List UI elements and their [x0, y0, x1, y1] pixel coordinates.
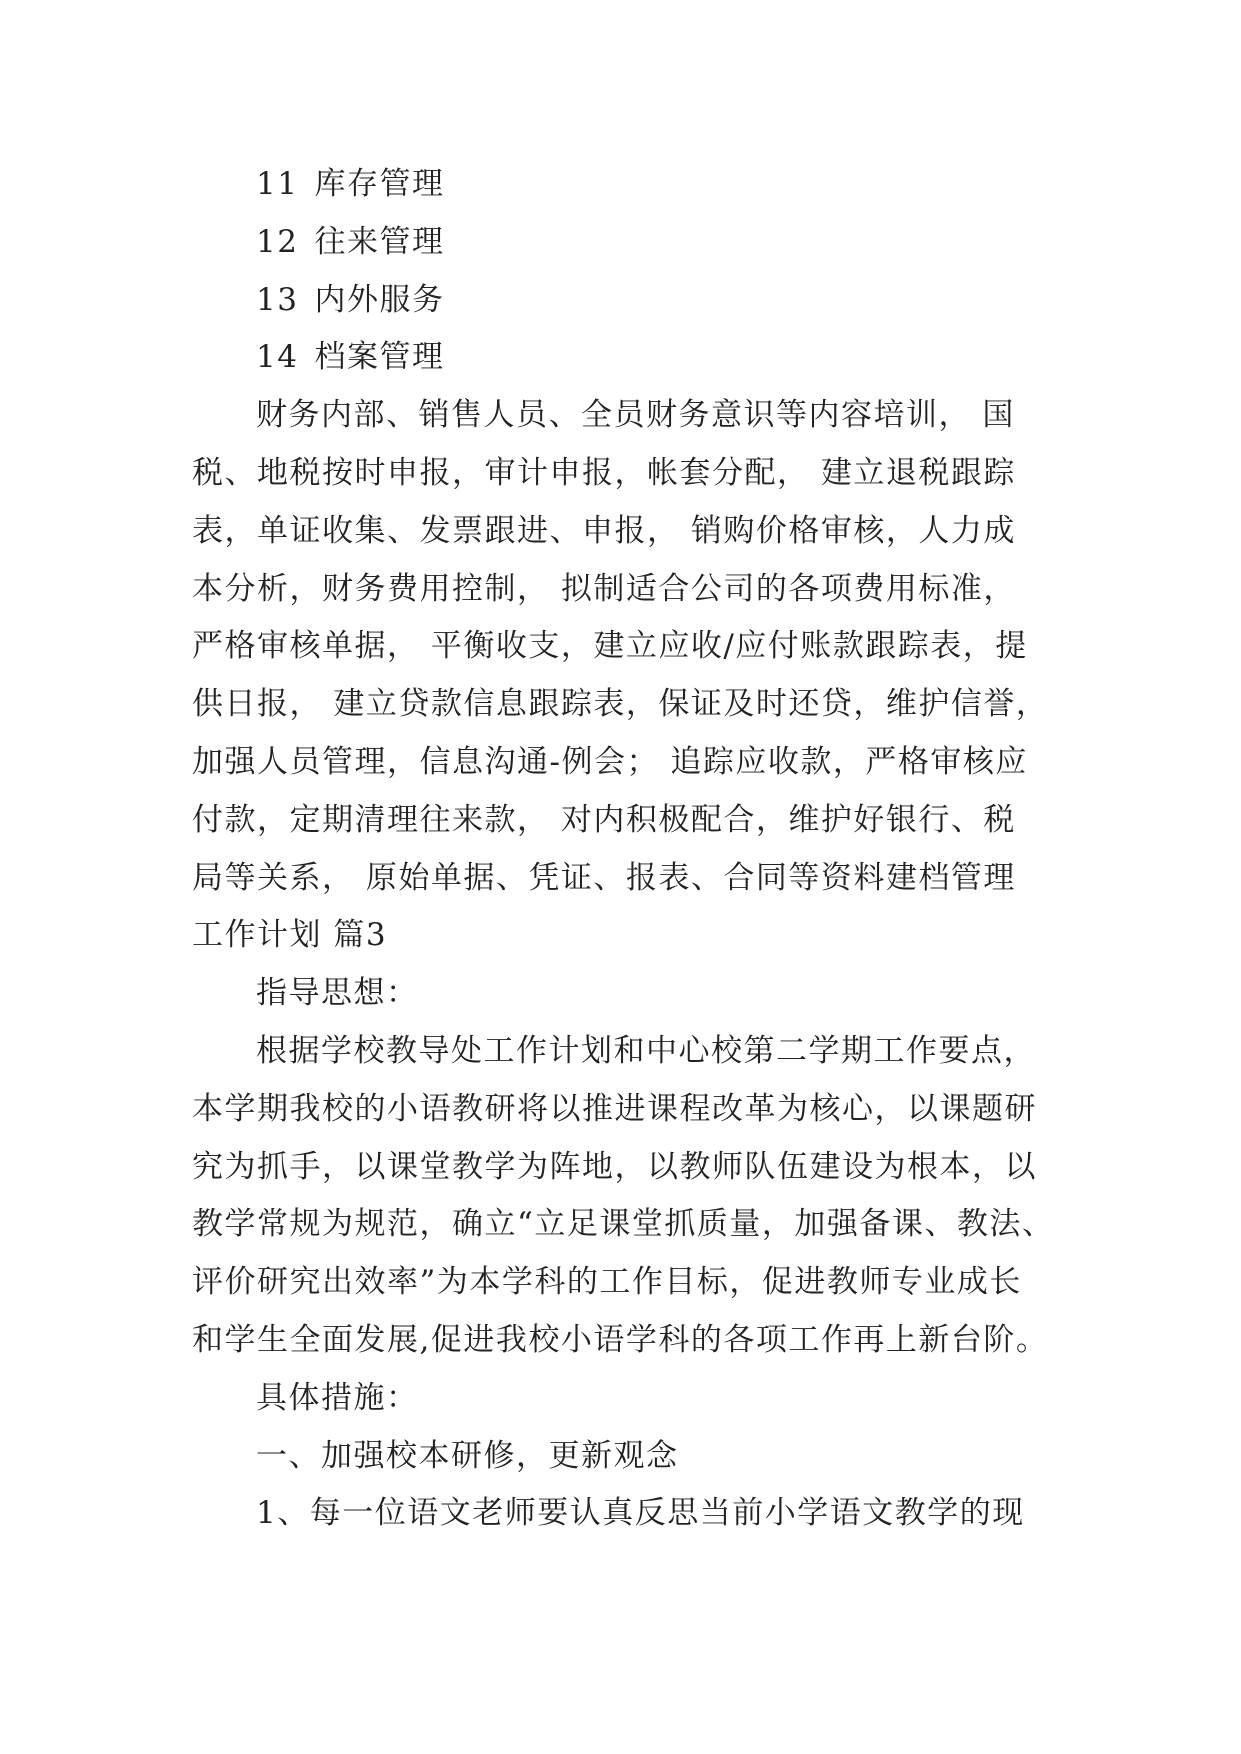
guiding-heading: 指导思想： [256, 975, 419, 1012]
list-item-label: 库存管理 [314, 166, 445, 202]
finance-paragraph-line: 严格审核单据， 平衡收支，建立应收/应付账款跟踪表，提 [192, 628, 1028, 665]
measure-item-line: 1、每一位语文老师要认真反思当前小学语文教学的现 [256, 1495, 1025, 1532]
finance-paragraph-line: 局等关系， 原始单据、凭证、报表、合同等资料建档管理 [192, 859, 1016, 896]
list-item [192, 272, 1072, 330]
guiding-paragraph-line: 本学期我校的小语教研将以推进课程改革为核心，以课题研 [192, 1090, 1037, 1127]
measures-heading: 具体措施： [256, 1379, 419, 1416]
finance-paragraph-line: 税、地税按时申报，审计申报，帐套分配， 建立退税跟踪 [192, 454, 1016, 491]
guiding-paragraph-line: 和学生全面发展,促进我校小语学科的各项工作再上新台阶。 [192, 1321, 1049, 1358]
list-item-label: 往来管理 [314, 223, 445, 260]
list-item [192, 329, 1072, 387]
guiding-paragraph-line: 教学常规为规范，确立“立足课堂抓质量，加强备课、教法、 [192, 1206, 1055, 1243]
finance-paragraph-line: 财务内部、销售人员、全员财务意识等内容培训， 国 [256, 397, 1015, 434]
guiding-paragraph-line: 根据学校教导处工作计划和中心校第二学期工作要点， [256, 1032, 1036, 1069]
list-item-label: 档案管理 [314, 339, 445, 376]
guiding-paragraph-line: 评价研究出效率”为本学科的工作目标，促进教师专业成长 [192, 1264, 1022, 1301]
measure-one-heading: 一、加强校本研修，更新观念 [256, 1437, 679, 1474]
list-item-number: 13 [256, 281, 299, 318]
list-item [192, 156, 1072, 214]
finance-paragraph-line: 供日报， 建立贷款信息跟踪表，保证及时还贷，维护信誉， [192, 686, 1049, 723]
list-item-number: 11 [256, 166, 299, 202]
document-body [192, 156, 1072, 1543]
finance-paragraph-line: 付款，定期清理往来款， 对内积极配合，维护好银行、税 [192, 801, 1016, 838]
list-item [192, 214, 1072, 272]
finance-paragraph-line: 本分析，财务费用控制， 拟制适合公司的各项费用标准， [192, 570, 1016, 607]
finance-paragraph-line: 加强人员管理，信息沟通-例会； 追踪应收款，严格审核应 [192, 743, 1028, 780]
guiding-paragraph-line: 究为抓手，以课堂教学为阵地，以教师队伍建设为根本，以 [192, 1148, 1037, 1185]
list-item-number: 12 [256, 223, 299, 260]
list-item-label: 内外服务 [314, 281, 445, 318]
list-item-number: 14 [256, 339, 299, 376]
finance-paragraph-line: 表，单证收集、发票跟进、申报， 销购价格审核，人力成 [192, 512, 1016, 549]
section-title: 工作计划 篇3 [192, 917, 388, 954]
